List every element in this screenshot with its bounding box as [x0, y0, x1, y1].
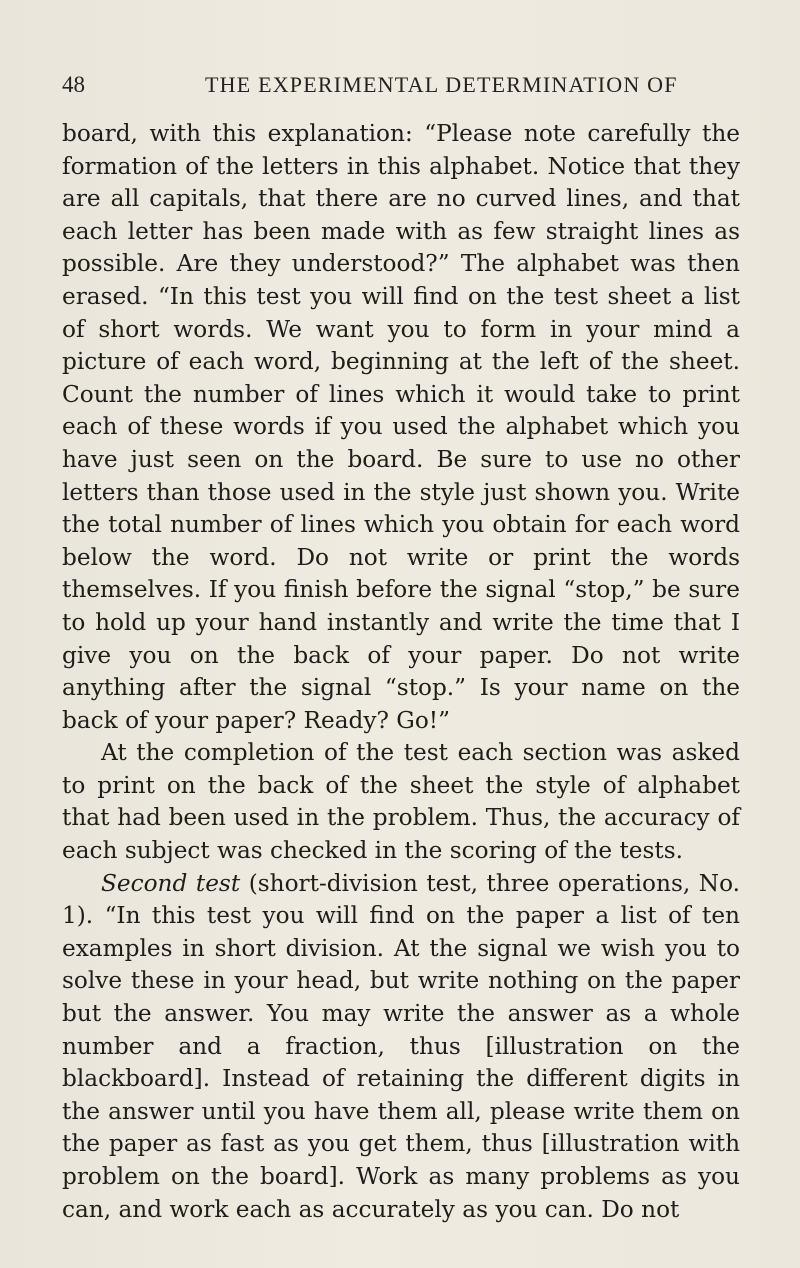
body-text: [62, 118, 740, 1226]
paragraph-alphabet-check: At the completion of the test each section was asked to print on the back of the sheet the style of alphabet that had been used in the problem. Thus, the accuracy of each subject was checked in the scoring of the tests.: [62, 739, 740, 865]
page-number: 48: [62, 72, 85, 97]
paragraph-instructions-continued: board, with this explanation: “Please note carefully the formation of the letters in this alphabet. Notice that they are all capitals, that there are no curved lines, and that each letter has been made with as few straight lines as possible. Are they understood?” The alphabet was then erased. “In this test you will find on the test sheet a list of short words. We want you to form in your mind a picture of each word, beginning at the left of the sheet. Count the number of lines which it would take to print each of these words if you used the alphabet which you have just seen on the board. Be sure to use no other letters than those used in the style just shown you. Write the total number of lines which you obtain for each word below the word. Do not write or print the words themselves. If you finish before the signal “stop,” be sure to hold up your hand instantly and write the time that I give you on the back of your paper. Do not write anything after the signal “stop.” Is your name on the back of your paper? Ready? Go!”: [62, 120, 740, 734]
second-test-text: (short-division test, three operations, No. 1). “In this test you will find on the paper a list of ten examples in short division. At the signal we wish you to solve these in your head, but write nothing on the paper but the answer. You may write the answer as a whole number and a fraction, thus [illustration on the blackboard]. Instead of retaining the different digits in the answer until you have them all, please write them on the paper as fast as you get them, thus [illustration with problem on the board]. Work as many problems as you can, and work each as accurately as you can. Do not: [62, 869, 740, 1223]
running-head: [62, 72, 738, 98]
second-test-heading: Second test: [101, 869, 241, 897]
running-title: THE EXPERIMENTAL DETERMINATION OF: [205, 72, 678, 97]
paragraph-second-test: [62, 868, 740, 1227]
